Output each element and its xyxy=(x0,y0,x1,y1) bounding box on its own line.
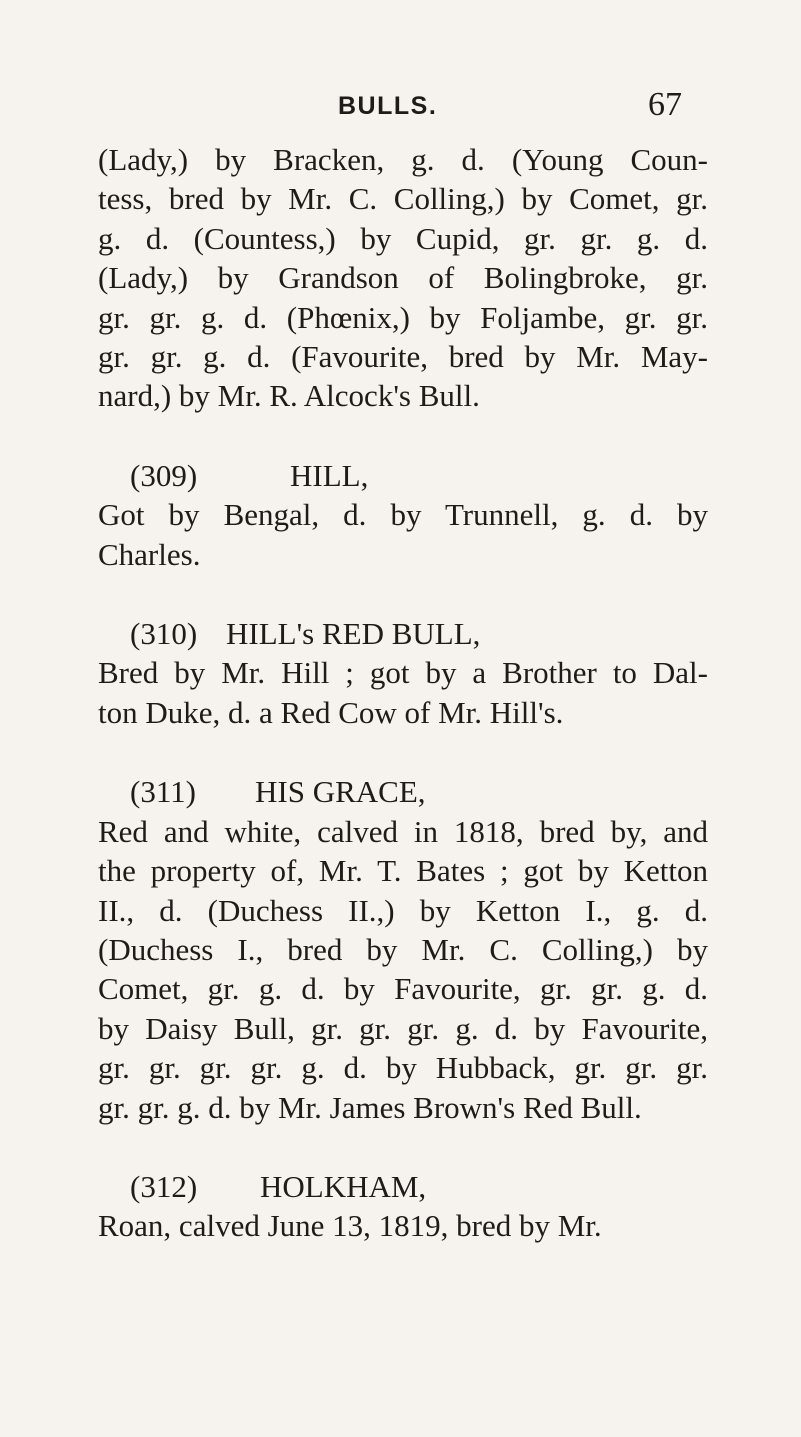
text-line: (Duchess I., bred by Mr. C. Colling,) by xyxy=(98,931,708,967)
text-line: gr. gr. gr. gr. g. d. by Hubback, gr. gr. gr. xyxy=(98,1050,708,1086)
text-line: (Lady,) by Bracken, g. d. (Young Coun- xyxy=(98,142,708,177)
page-number: 67 xyxy=(648,86,682,123)
continuation-paragraph xyxy=(98,140,708,416)
entry-name: HOLKHAM, xyxy=(260,1168,427,1204)
text-line: ton Duke, d. a Red Cow of Mr. Hill's. xyxy=(98,694,564,730)
text-line: Got by Bengal, d. by Trunnell, g. d. by xyxy=(98,497,708,533)
entry-number: (311) xyxy=(130,774,196,810)
entry-heading xyxy=(98,456,708,495)
text-line: gr. gr. g. d. (Phœnix,) by Foljambe, gr. gr. xyxy=(98,299,708,335)
text-line: Roan, calved June 13, 1819, bred by Mr. xyxy=(98,1208,602,1244)
entry-heading xyxy=(98,772,708,811)
text-line: Red and white, calved in 1818, bred by, and xyxy=(98,813,708,849)
text-line: g. d. (Countess,) by Cupid, gr. gr. g. d. xyxy=(98,220,708,256)
page-header xyxy=(0,86,801,132)
entry-name: HILL, xyxy=(290,457,369,493)
text-line: gr. gr. g. d. (Favourite, bred by Mr. May- xyxy=(98,339,708,375)
entry-heading xyxy=(98,614,708,653)
text-line: the property of, Mr. T. Bates ; got by Ketton xyxy=(98,853,708,889)
page-body xyxy=(98,140,708,1246)
text-line: (Lady,) by Grandson of Bolingbroke, gr. xyxy=(98,260,708,296)
entry-heading xyxy=(98,1167,708,1206)
entry-310 xyxy=(98,614,708,732)
running-head: BULLS. xyxy=(338,92,438,120)
entry-311 xyxy=(98,772,708,1127)
entry-number: (312) xyxy=(130,1168,198,1204)
text-line: gr. gr. g. d. by Mr. James Brown's Red Bull. xyxy=(98,1089,642,1125)
text-line: tess, bred by Mr. C. Colling,) by Comet, gr. xyxy=(98,181,708,217)
text-line: Charles. xyxy=(98,536,201,572)
text-line: by Daisy Bull, gr. gr. gr. g. d. by Favourite, xyxy=(98,1010,708,1046)
entry-309 xyxy=(98,456,708,574)
text-line: Comet, gr. g. d. by Favourite, gr. gr. g. d. xyxy=(98,971,708,1007)
entry-name: HIS GRACE, xyxy=(255,774,426,810)
text-line: nard,) by Mr. R. Alcock's Bull. xyxy=(98,378,480,414)
entry-name: HILL's RED BULL, xyxy=(226,616,481,652)
entry-number: (309) xyxy=(130,457,198,493)
entry-312 xyxy=(98,1167,708,1246)
text-line: Bred by Mr. Hill ; got by a Brother to Dal- xyxy=(98,655,708,691)
entry-number: (310) xyxy=(130,616,198,652)
text-line: II., d. (Duchess II.,) by Ketton I., g. d. xyxy=(98,892,708,928)
